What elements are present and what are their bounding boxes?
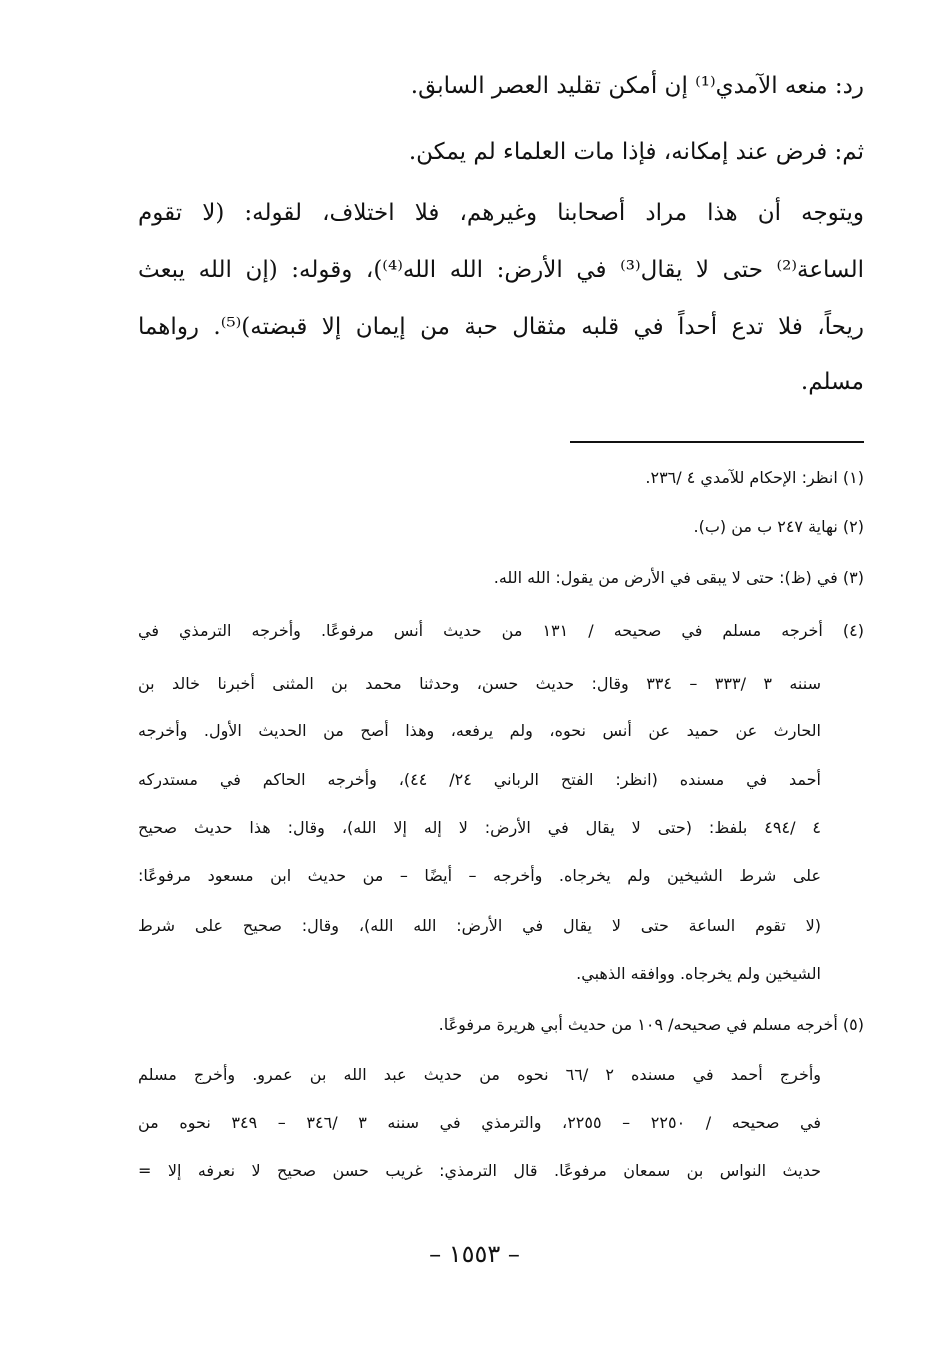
footnote-line: الشيخين ولم يخرجاه. ووافقه الذهبي.	[576, 964, 821, 983]
main-text-line: ريحاً، فلا تدع أحداً في قلبه مثقال حبة من إيمان إلا قبضته)⁽⁵⁾. رواهما	[138, 314, 864, 340]
footnote-line: ٤ /٤٩٤ بلفظ: (حتى لا يقال في الأرض: لا إله إلا الله)، وقال: هذا حديث صحيح	[138, 818, 821, 837]
footnote-line: سننه ٣ /٣٣٣ – ٣٣٤ وقال: حديث حسن، وحدثنا محمد بن المثنى أخبرنا خالد بن	[138, 674, 821, 693]
footnote-line: (٢) نهاية ٢٤٧ ب من (ب).	[693, 517, 864, 536]
main-text-line: ثم: فرض عند إمكانه، فإذا مات العلماء لم يمكن.	[408, 139, 864, 165]
footnote-line: الحارث عن حميد عن أنس نحوه، ولم يرفعه، وهذا أصح من الحديث الأول. وأخرجه	[138, 721, 821, 740]
footnote-line: (٥) أخرجه مسلم في صحيحه/ ١٠٩ من حديث أبي هريرة مرفوعًا.	[438, 1015, 864, 1034]
footnote-line: على شرط الشيخين ولم يخرجاه. وأخرجه – أيضًا – من حديث ابن مسعود مرفوعًا:	[138, 866, 821, 885]
footnote-line: حديث النواس بن سمعان مرفوعًا. قال الترمذي: غريب حسن صحيح لا نعرفه إلا =	[138, 1161, 821, 1180]
footnote-line: (لا تقوم الساعة حتى لا يقال في الأرض: الله الله)، وقال: صحيح على شرط	[138, 916, 821, 935]
main-text-line: الساعة⁽²⁾ حتى لا يقال⁽³⁾ في الأرض: الله الله⁽⁴⁾)، وقوله: (إن الله يبعث	[138, 257, 864, 283]
footnote-line: (١) انظر: الإحكام للآمدي ٤ /٢٣٦.	[645, 468, 864, 487]
page-number: – ١٥٥٣ –	[429, 1240, 520, 1268]
footnote-separator	[570, 441, 864, 443]
main-text-line: ويتوجه أن هذا مراد أصحابنا وغيرهم، فلا اختلاف، لقوله: (لا تقوم	[138, 200, 864, 226]
main-text-line: مسلم.	[800, 369, 864, 395]
footnote-line: (٤) أخرجه مسلم في صحيحه / ١٣١ من حديث أنس مرفوعًا. وأخرجه الترمذي في	[138, 621, 865, 640]
main-text-line: رد: منعه الآمدي⁽¹⁾ إن أمكن تقليد العصر السابق.	[410, 73, 864, 99]
footnote-line: (٣) في (ظ): حتى لا يبقى في الأرض من يقول: الله الله.	[493, 568, 864, 587]
footnote-line: وأخرج أحمد في مسنده ٢ /٦٦ نحوه من حديث عبد الله بن عمرو. وأخرج مسلم	[138, 1065, 822, 1084]
footnote-line: أحمد في مسنده (انظر: الفتح الرباني ٢٤/ ٤٤)، وأخرجه الحاكم في مستدركه	[138, 770, 821, 789]
footnote-line: في صحيحه / ٢٢٥٠ – ٢٢٥٥، والترمذي في سننه ٣ /٣٤٦ – ٣٤٩ نحوه من	[138, 1113, 822, 1132]
